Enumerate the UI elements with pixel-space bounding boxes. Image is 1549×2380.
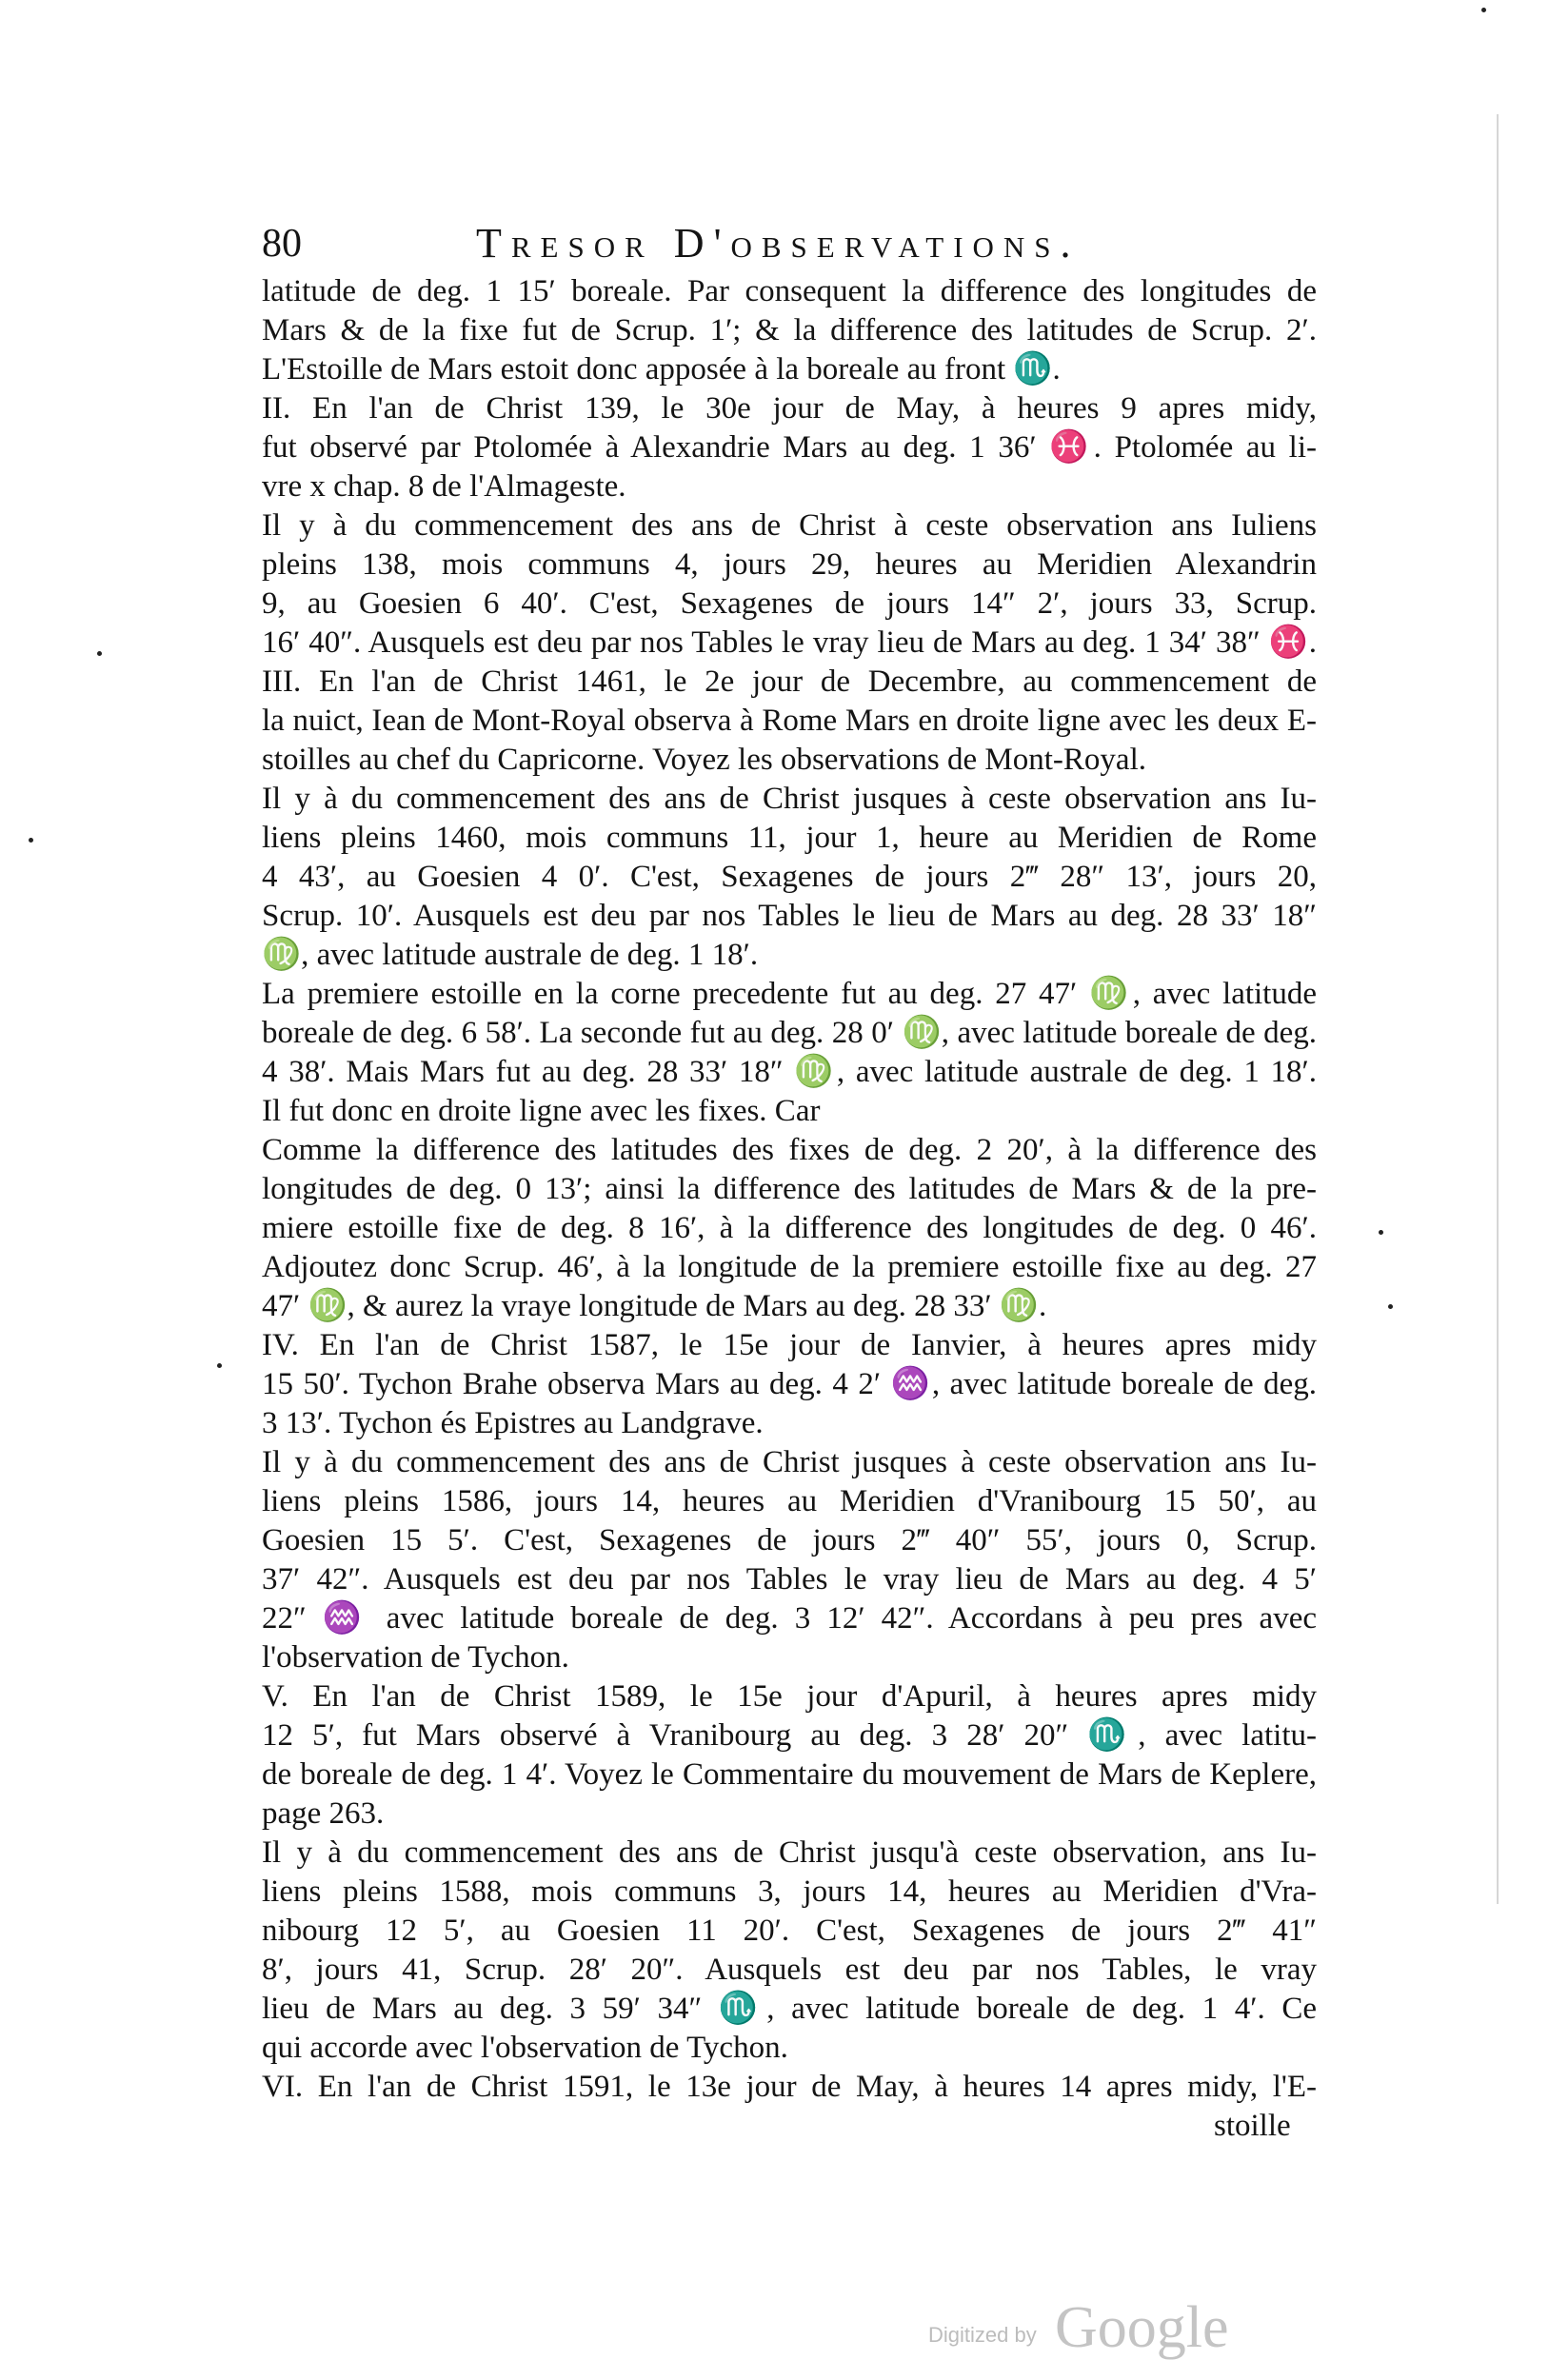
- text-line: page 263.: [262, 1796, 385, 1831]
- text-line: vre x chap. 8 de l'Almageste.: [262, 469, 626, 504]
- text-line: qui accorde avec l'observation de Tychon.: [262, 2031, 788, 2065]
- text-block: [262, 272, 1317, 2146]
- text-line: 8′, jours 41, Scrup. 28′ 20″. Ausquels est deu par nos Tables, le vray: [262, 1953, 1317, 1987]
- text-line: liens pleins 1586, jours 14, heures au Meridien d'Vranibourg 15 50′, au: [262, 1484, 1317, 1518]
- digitized-by-label: Digitized by: [928, 2323, 1037, 2347]
- ink-speck: [29, 838, 33, 843]
- ink-speck: [217, 1363, 222, 1368]
- text-line: VI. En l'an de Christ 1591, le 13e jour de May, à heures 14 apres midy, l'E-: [262, 2070, 1317, 2104]
- text-line: liens pleins 1460, mois communs 11, jour 1, heure au Meridien de Rome: [262, 821, 1317, 855]
- text-line: 12 5′, fut Mars observé à Vranibourg au deg. 3 28′ 20″ ♏, avec latitu-: [262, 1718, 1317, 1753]
- text-line: miere estoille fixe de deg. 8 16′, à la difference des longitudes de deg. 0 46′.: [262, 1211, 1317, 1245]
- page-number: 80: [262, 222, 302, 266]
- text-line: III. En l'an de Christ 1461, le 2e jour de Decembre, au commencement de: [262, 664, 1317, 699]
- text-line: lieu de Mars au deg. 3 59′ 34″ ♏, avec latitude boreale de deg. 1 4′. Ce: [262, 1992, 1317, 2026]
- text-line: Il y à du commencement des ans de Christ jusqu'à ceste observation, ans Iu-: [262, 1835, 1317, 1870]
- text-line: 4 38′. Mais Mars fut au deg. 28 33′ 18″ ♍, avec latitude australe de deg. 1 18′.: [262, 1055, 1317, 1089]
- ink-speck: [1481, 8, 1486, 12]
- text-line: l'observation de Tychon.: [262, 1640, 569, 1675]
- text-line: Il y à du commencement des ans de Christ jusques à ceste observation ans Iu-: [262, 1445, 1317, 1479]
- text-line: IV. En l'an de Christ 1587, le 15e jour de Ianvier, à heures apres midy: [262, 1328, 1317, 1362]
- text-line: La premiere estoille en la corne precedente fut au deg. 27 47′ ♍, avec latitude: [262, 977, 1317, 1011]
- text-line: ♍, avec latitude australe de deg. 1 18′.: [262, 938, 759, 972]
- running-title: Tresor D'observations.: [476, 220, 1081, 267]
- text-line: Il fut donc en droite ligne avec les fixes. Car: [262, 1094, 821, 1128]
- running-head: [262, 215, 1309, 272]
- ink-speck: [1379, 1230, 1383, 1235]
- text-line: Il y à du commencement des ans de Christ à ceste observation ans Iuliens: [262, 508, 1317, 543]
- text-line: liens pleins 1588, mois communs 3, jours 14, heures au Meridien d'Vra-: [262, 1874, 1317, 1909]
- text-line: Mars & de la fixe fut de Scrup. 1′; & la difference des latitudes de Scrup. 2′.: [262, 313, 1317, 347]
- text-line: L'Estoille de Mars estoit donc apposée à la boreale au front ♏.: [262, 352, 1061, 387]
- text-line: la nuict, Iean de Mont-Royal observa à Rome Mars en droite ligne avec les deux E-: [262, 704, 1317, 738]
- catchword: stoille: [1214, 2109, 1291, 2143]
- text-line: 22″ ♒ avec latitude boreale de deg. 3 12′ 42″. Accordans à peu pres avec: [262, 1601, 1317, 1636]
- ink-speck: [1388, 1304, 1393, 1309]
- text-line: 9, au Goesien 6 40′. C'est, Sexagenes de jours 14″ 2′, jours 33, Scrup.: [262, 586, 1317, 621]
- text-line: 3 13′. Tychon és Epistres au Landgrave.: [262, 1406, 764, 1440]
- text-line: Il y à du commencement des ans de Christ jusques à ceste observation ans Iu-: [262, 782, 1317, 816]
- text-line: pleins 138, mois communs 4, jours 29, heures au Meridien Alexandrin: [262, 547, 1317, 582]
- text-line: stoilles au chef du Capricorne. Voyez les observations de Mont-Royal.: [262, 743, 1146, 777]
- text-line: nibourg 12 5′, au Goesien 11 20′. C'est, Sexagenes de jours 2‴ 41″: [262, 1914, 1317, 1948]
- text-line: 47′ ♍, & aurez la vraye longitude de Mars au deg. 28 33′ ♍.: [262, 1289, 1047, 1323]
- text-line: II. En l'an de Christ 139, le 30e jour de May, à heures 9 apres midy,: [262, 391, 1317, 426]
- text-line: 37′ 42″. Ausquels est deu par nos Tables le vray lieu de Mars au deg. 4 5′: [262, 1562, 1317, 1597]
- text-line: Goesien 15 5′. C'est, Sexagenes de jours 2‴ 40″ 55′, jours 0, Scrup.: [262, 1523, 1317, 1557]
- ink-speck: [97, 651, 102, 656]
- text-line: Comme la difference des latitudes des fixes de deg. 2 20′, à la difference des: [262, 1133, 1317, 1167]
- text-line: longitudes de deg. 0 13′; ainsi la difference des latitudes de Mars & de la pre-: [262, 1172, 1317, 1206]
- text-line: 15 50′. Tychon Brahe observa Mars au deg. 4 2′ ♒, avec latitude boreale de deg.: [262, 1367, 1317, 1401]
- text-line: fut observé par Ptolomée à Alexandrie Mars au deg. 1 36′ ♓. Ptolomée au li-: [262, 430, 1317, 465]
- text-line: 4 43′, au Goesien 4 0′. C'est, Sexagenes de jours 2‴ 28″ 13′, jours 20,: [262, 860, 1317, 894]
- page-edge-shadow: [1497, 114, 1499, 1904]
- text-line: de boreale de deg. 1 4′. Voyez le Commentaire du mouvement de Mars de Keplere,: [262, 1757, 1317, 1792]
- text-line: Scrup. 10′. Ausquels est deu par nos Tables le lieu de Mars au deg. 28 33′ 18″: [262, 899, 1317, 933]
- text-line: latitude de deg. 1 15′ boreale. Par consequent la difference des longitudes de: [262, 274, 1317, 308]
- text-line: Adjoutez donc Scrup. 46′, à la longitude de la premiere estoille fixe au deg. 27: [262, 1250, 1317, 1284]
- text-line: 16′ 40″. Ausquels est deu par nos Tables le vray lieu de Mars au deg. 1 34′ 38″ ♓.: [262, 625, 1317, 660]
- text-line: V. En l'an de Christ 1589, le 15e jour d'Apuril, à heures apres midy: [262, 1679, 1317, 1714]
- google-watermark: Google: [1055, 2295, 1229, 2360]
- text-line: boreale de deg. 6 58′. La seconde fut au deg. 28 0′ ♍, avec latitude boreale de deg.: [262, 1016, 1317, 1050]
